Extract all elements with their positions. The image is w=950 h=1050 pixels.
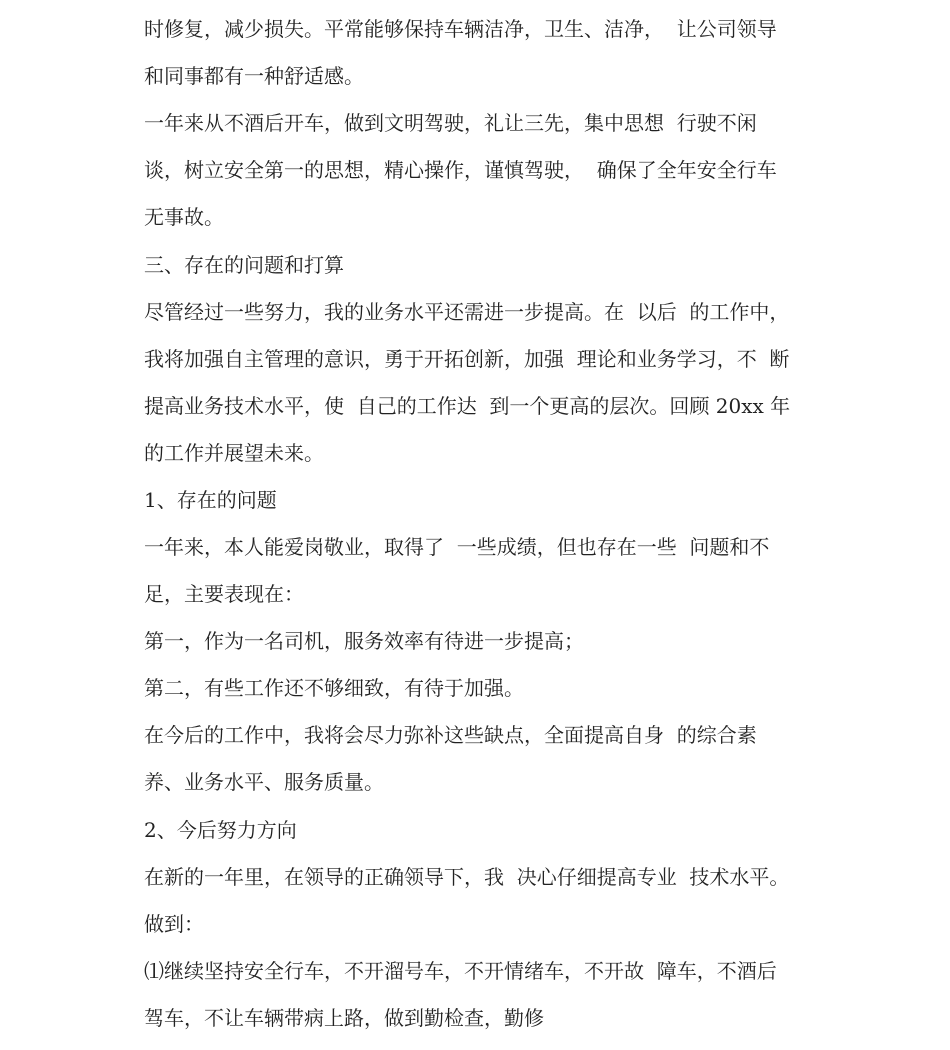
- text-line: 在新的一年里，在领导的正确领导下，我 决心仔细提高专业 技术水平。: [144, 865, 790, 889]
- text-line: 无事故。: [144, 205, 224, 229]
- text-line: 第一，作为一名司机，服务效率有待进一步提高；: [144, 629, 584, 653]
- text-line: 时修复，减少损失。平常能够保持车辆洁净，卫生、洁净， 让公司领导: [144, 17, 777, 41]
- text-line: 养、业务水平、服务质量。: [144, 770, 384, 794]
- text-line: 尽管经过一些努力，我的业务水平还需进一步提高。在 以后 的工作中，: [144, 300, 790, 324]
- text-line: 第二，有些工作还不够细致，有待于加强。: [144, 676, 524, 700]
- text-line: 我将加强自主管理的意识，勇于开拓创新，加强 理论和业务学习，不 断: [144, 347, 790, 371]
- text-line: ⑴继续坚持安全行车，不开溜号车，不开情绪车，不开故 障车，不酒后: [144, 959, 777, 983]
- subsection-heading: 2、今后努力方向: [144, 818, 297, 842]
- text-line: 和同事都有一种舒适感。: [144, 64, 364, 88]
- text-line: 提高业务技术水平，使 自己的工作达 到一个更高的层次。回顾 20xx 年: [144, 394, 791, 418]
- text-line: 的工作并展望未来。: [144, 441, 324, 465]
- text-line: 一年来，本人能爱岗敬业，取得了 一些成绩，但也存在一些 问题和不: [144, 535, 770, 559]
- text-line: 在今后的工作中，我将会尽力弥补这些缺点，全面提高自身 的综合素: [144, 723, 757, 747]
- text-line: 做到：: [144, 912, 204, 936]
- text-line: 驾车，不让车辆带病上路，做到勤检查，勤修: [144, 1006, 544, 1030]
- text-line: 谈，树立安全第一的思想，精心操作，谨慎驾驶， 确保了全年安全行车: [144, 158, 777, 182]
- subsection-heading: 1、存在的问题: [144, 488, 277, 512]
- text-line: 足，主要表现在：: [144, 582, 304, 606]
- section-heading: 三、存在的问题和打算: [144, 253, 344, 277]
- text-line: 一年来从不酒后开车，做到文明驾驶，礼让三先，集中思想 行驶不闲: [144, 111, 757, 135]
